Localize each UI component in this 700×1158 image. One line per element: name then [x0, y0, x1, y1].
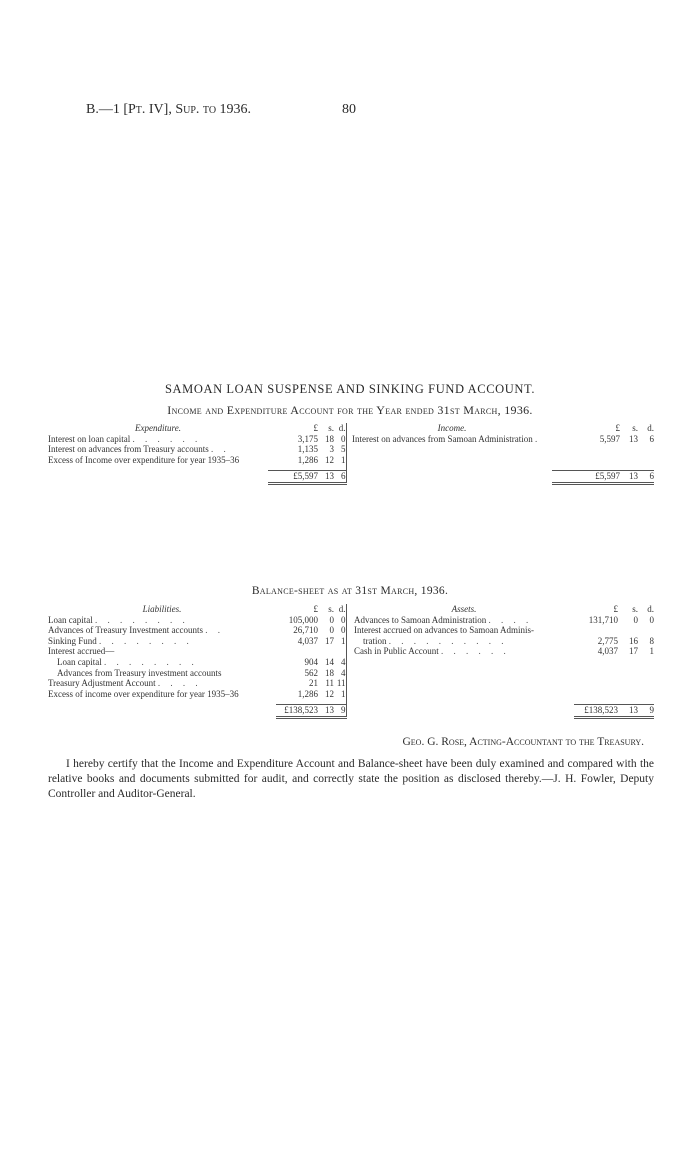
table-row [48, 646, 654, 657]
shillings-heading: s. [328, 604, 334, 614]
pence-value: 1 [341, 635, 346, 646]
table-row [48, 615, 654, 626]
assets-total-pence: 9 [638, 705, 654, 718]
pence-value: 5 [341, 444, 346, 455]
table-row [48, 636, 654, 647]
shillings-value: 3 [329, 444, 334, 455]
leader-dots: . . . . [157, 678, 202, 689]
pounds-heading: £ [613, 604, 618, 614]
balance-sheet-table [48, 604, 654, 719]
liability-label: Interest accrued— [48, 646, 115, 657]
pounds-value: 904 [304, 656, 318, 667]
shillings-value: 12 [325, 454, 334, 465]
leader-dots: . . . . . . . . [99, 635, 193, 646]
pounds-value: 2,775 [597, 635, 618, 646]
pence-heading: d. [647, 604, 654, 614]
shillings-value: 0 [329, 614, 334, 625]
income-expenditure-table [48, 423, 654, 485]
leader-dots: . . . . . . [441, 646, 510, 657]
pounds-value: 5,597 [599, 433, 620, 444]
balance-sheet-title: Balance-sheet as at 31st March, 1936. [251, 585, 449, 597]
liability-label: Treasury Adjustment Account [48, 678, 156, 689]
table-row [48, 689, 654, 700]
table-row [48, 668, 654, 679]
liability-label: Loan capital [57, 656, 102, 667]
liability-label: Advances of Treasury Investment accounts [48, 625, 203, 636]
shillings-value: 16 [629, 635, 638, 646]
liabilities-total-pounds: £138,523 [276, 705, 318, 718]
page-reference: B.—1 [Pt. IV], Sup. to 1936. [86, 102, 252, 117]
liabilities-total-shillings: 13 [318, 705, 334, 718]
shillings-value: 18 [325, 433, 334, 444]
pence-value: 11 [336, 678, 346, 689]
income-total-pence: 6 [638, 471, 654, 484]
pounds-heading: £ [313, 604, 318, 614]
pounds-value: 4,037 [597, 646, 618, 657]
asset-label: Interest accrued on advances to Samoan Adminis- [354, 625, 534, 636]
expenditure-label: Interest on loan capital [48, 433, 131, 444]
table-row [48, 678, 654, 689]
expenditure-heading: Expenditure. [135, 423, 181, 433]
pence-value: 0 [341, 625, 346, 636]
asset-label: Cash in Public Account [354, 646, 439, 657]
income-heading: Income. [437, 423, 467, 433]
pence-heading: d. [338, 604, 346, 614]
leader-dots: . . [210, 444, 230, 455]
table-row [48, 657, 654, 668]
shillings-heading: s. [632, 604, 638, 614]
accountant-signature: Geo. G. Rose, Acting-Accountant to the Treasury. [402, 736, 644, 748]
shillings-value: 14 [325, 656, 334, 667]
liability-label: Loan capital [48, 614, 93, 625]
assets-total-pounds: £138,523 [574, 705, 618, 718]
table-row [48, 444, 654, 455]
leader-dots: . . . . . . . . [103, 656, 198, 667]
leader-dots: . . . . . . [132, 433, 202, 444]
pence-heading: d. [338, 423, 346, 433]
shillings-heading: s. [328, 423, 334, 433]
liability-label: Excess of income over expenditure for year 1935–36 [48, 688, 239, 699]
leader-dots: . . . . . . . . [94, 614, 189, 625]
shillings-value: 0 [633, 614, 638, 625]
pence-value: 1 [341, 688, 346, 699]
liability-label: Sinking Fund [48, 635, 97, 646]
pounds-value: 1,135 [297, 444, 318, 455]
totals-row [48, 471, 654, 484]
shillings-value: 11 [325, 678, 334, 689]
expenditure-label: Excess of Income over expenditure for year 1935–36 [48, 454, 240, 465]
pence-value: 0 [341, 433, 346, 444]
pence-value: 1 [341, 454, 346, 465]
leader-dots: . . . . [488, 614, 533, 625]
leader-dots: . . . . . . . . . . [388, 635, 508, 646]
pence-value: 4 [341, 667, 346, 678]
liabilities-total-pence: 9 [334, 705, 346, 718]
account-title: SAMOAN LOAN SUSPENSE AND SINKING FUND ACCOUNT. [164, 382, 536, 396]
asset-label: Advances to Samoan Administration [354, 614, 487, 625]
pence-value: 0 [649, 614, 654, 625]
income-total-pounds: £5,597 [576, 471, 620, 484]
shillings-value: 18 [325, 667, 334, 678]
pounds-value: 1,286 [297, 688, 318, 699]
pounds-value: 3,175 [297, 433, 318, 444]
income-expenditure-title: Income and Expenditure Account for the Year ended 31st March, 1936. [167, 403, 533, 417]
leader-dots: . . [205, 625, 224, 636]
pence-value: 0 [341, 614, 346, 625]
table-row [48, 455, 654, 466]
pounds-value: 21 [309, 678, 318, 689]
liability-label: Advances from Treasury investment accounts [57, 667, 222, 678]
pounds-heading: £ [313, 423, 318, 433]
pence-value: 1 [649, 646, 654, 657]
leader-dots: . [534, 433, 542, 444]
shillings-value: 17 [325, 635, 334, 646]
pounds-value: 1,286 [297, 454, 318, 465]
pence-value: 4 [341, 656, 346, 667]
audit-certificate: I hereby certify that the Income and Expenditure Account and Balance-sheet have been duly examined and compared with the relative books and documents submitted for audit, and correctly state the position as disclosed thereby.—J. H. Fowler, Deputy Controller and Auditor-General. [48, 758, 654, 800]
pounds-value: 4,037 [297, 635, 318, 646]
expenditure-total-pounds: £5,597 [284, 471, 318, 484]
liabilities-heading: Liabilities. [142, 604, 182, 614]
pounds-heading: £ [615, 423, 620, 433]
expenditure-total-shillings: 13 [318, 471, 334, 484]
income-label: Interest on advances from Samoan Administration [352, 433, 533, 444]
expenditure-total-pence: 6 [334, 471, 346, 484]
pounds-value: 105,000 [288, 614, 318, 625]
shillings-value: 0 [329, 625, 334, 636]
shillings-value: 13 [629, 433, 638, 444]
pence-value: 8 [649, 635, 654, 646]
asset-label: tration [363, 635, 387, 646]
shillings-value: 17 [629, 646, 638, 657]
table-row [48, 625, 654, 636]
assets-total-shillings: 13 [618, 705, 638, 718]
expenditure-label: Interest on advances from Treasury accounts [48, 444, 209, 455]
totals-row [48, 705, 654, 718]
shillings-heading: s. [632, 423, 638, 433]
table-row [48, 434, 654, 445]
pence-value: 6 [649, 433, 654, 444]
income-total-shillings: 13 [620, 471, 638, 484]
page-number: 80 [342, 102, 356, 117]
pence-heading: d. [647, 423, 654, 433]
pounds-value: 131,710 [588, 614, 618, 625]
shillings-value: 12 [325, 688, 334, 699]
pounds-value: 26,710 [293, 625, 318, 636]
assets-heading: Assets. [451, 604, 477, 614]
pounds-value: 562 [304, 667, 318, 678]
